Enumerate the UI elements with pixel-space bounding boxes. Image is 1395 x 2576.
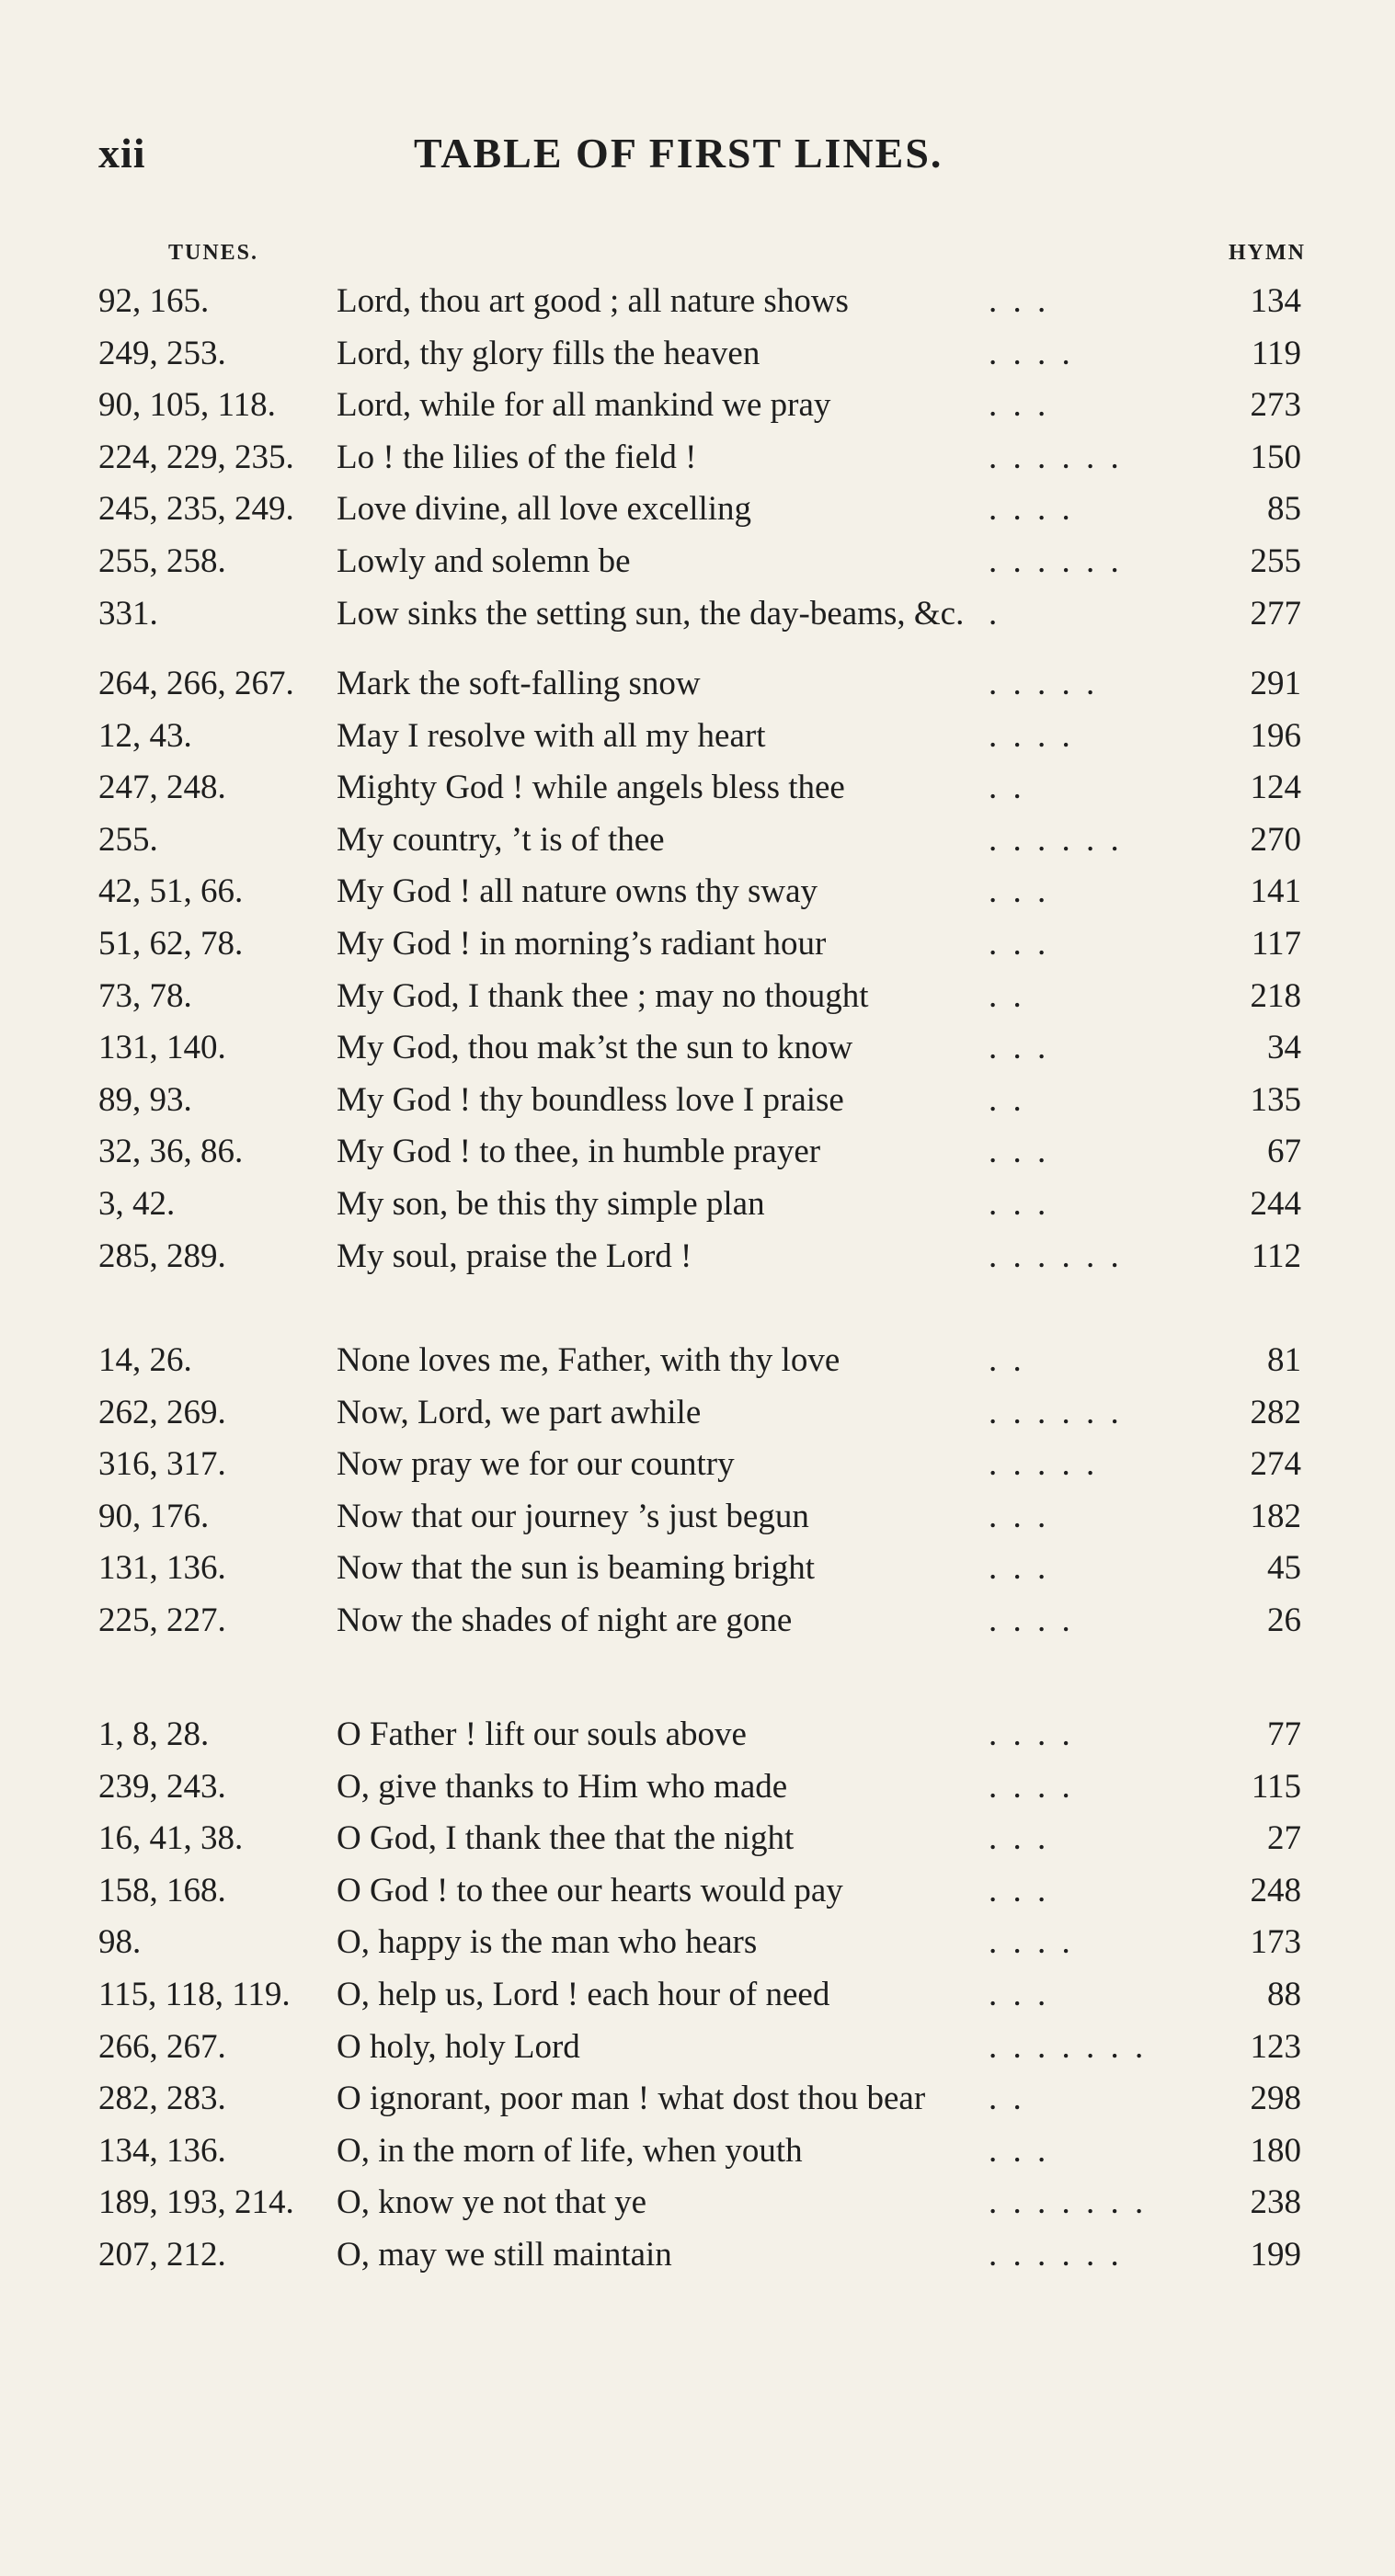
tune-numbers: 90, 176. [98, 1497, 210, 1535]
tune-numbers: 158, 168. [98, 1871, 226, 1909]
tune-numbers: 266, 267. [98, 2027, 226, 2066]
first-line: My God ! to thee, in humble prayer [337, 1133, 821, 1171]
table-row [0, 969, 1395, 1024]
table-row [0, 1915, 1395, 1970]
dot-leader: . . . [989, 1549, 1050, 1588]
table-row [0, 709, 1395, 764]
tune-numbers: 249, 253. [98, 334, 226, 372]
first-line: O, help us, Lord ! each hour of need [337, 1976, 830, 2013]
tune-numbers: 92, 165. [98, 282, 210, 320]
table-row [0, 326, 1395, 382]
tune-numbers: 239, 243. [98, 1767, 226, 1806]
first-line: O, give thanks to Him who made [337, 1767, 788, 1806]
dot-leader: . . [989, 2080, 1025, 2118]
table-row [0, 274, 1395, 329]
tune-numbers: 89, 93. [98, 1080, 192, 1119]
table-row [0, 1811, 1395, 1866]
tune-numbers: 1, 8, 28. [98, 1715, 210, 1753]
first-line: O ignorant, poor man ! what dost thou bear [337, 2080, 926, 2118]
page-title: TABLE OF FIRST LINES. [414, 130, 943, 177]
table-row [0, 1707, 1395, 1762]
dot-leader: . . . [989, 282, 1050, 320]
first-line: My soul, praise the Lord ! [337, 1237, 692, 1275]
hymn-number: 248 [1250, 1871, 1301, 1909]
table-row [0, 2228, 1395, 2283]
tune-numbers: 331. [98, 594, 158, 633]
table-row [0, 2020, 1395, 2075]
first-line: Now, Lord, we part awhile [337, 1393, 702, 1431]
hymn-number: 180 [1250, 2131, 1301, 2170]
dot-leader: . . . . [989, 1601, 1074, 1639]
dot-leader: . . . [989, 386, 1050, 425]
tune-numbers: 42, 51, 66. [98, 872, 244, 911]
table-row [0, 2175, 1395, 2230]
table-row [0, 2124, 1395, 2179]
first-line: My country, ’t is of thee [337, 820, 665, 859]
tune-numbers: 316, 317. [98, 1445, 226, 1484]
dot-leader: . . . [989, 1029, 1050, 1067]
tune-numbers: 189, 193, 214. [98, 2183, 294, 2222]
tune-numbers: 224, 229, 235. [98, 438, 294, 476]
first-line: Now the shades of night are gone [337, 1601, 793, 1639]
hymn-number: 124 [1250, 769, 1301, 807]
tune-numbers: 134, 136. [98, 2131, 226, 2170]
hymn-number: 238 [1250, 2183, 1301, 2222]
dot-leader: . . . [989, 925, 1050, 963]
hymn-number: 273 [1250, 386, 1301, 425]
hymn-number: 34 [1267, 1029, 1301, 1067]
table-row [0, 760, 1395, 815]
first-line: O, may we still maintain [337, 2236, 672, 2274]
dot-leader: . . . [989, 1871, 1050, 1909]
tune-numbers: 264, 266, 267. [98, 665, 294, 702]
first-line: O God ! to thee our hearts would pay [337, 1871, 843, 1909]
column-header-hymn: HYMN [1229, 241, 1306, 265]
first-line: My God ! thy boundless love I praise [337, 1080, 844, 1119]
tune-numbers: 131, 140. [98, 1029, 226, 1067]
dot-leader: . . [989, 769, 1025, 807]
dot-leader: . . . [989, 1819, 1050, 1858]
first-line: Now pray we for our country [337, 1445, 735, 1484]
table-row [0, 1020, 1395, 1076]
table-row [0, 378, 1395, 433]
hymn-number: 26 [1267, 1601, 1301, 1639]
hymn-number: 45 [1267, 1549, 1301, 1588]
tune-numbers: 255, 258. [98, 542, 226, 580]
hymn-number: 274 [1250, 1445, 1301, 1484]
table-row [0, 656, 1395, 712]
first-line: My God ! all nature owns thy sway [337, 872, 818, 911]
hymn-number: 141 [1250, 872, 1301, 911]
dot-leader: . [989, 594, 1001, 633]
hymn-number: 196 [1250, 716, 1301, 755]
first-line: My son, be this thy simple plan [337, 1185, 765, 1223]
dot-leader: . . . . [989, 1715, 1074, 1753]
first-line: My God, I thank thee ; may no thought [337, 976, 869, 1015]
hymn-number: 115 [1251, 1767, 1301, 1806]
table-row [0, 1489, 1395, 1544]
dot-leader: . . . . [989, 1767, 1074, 1806]
tune-numbers: 14, 26. [98, 1341, 192, 1379]
dot-leader: . . [989, 1080, 1025, 1119]
hymn-number: 270 [1250, 820, 1301, 859]
table-row [0, 482, 1395, 537]
first-line: My God ! in morning’s radiant hour [337, 925, 827, 963]
dot-leader: . . . . . . [989, 1237, 1123, 1275]
dot-leader: . . . . . [989, 1445, 1099, 1484]
hymn-number: 218 [1250, 976, 1301, 1015]
table-row [0, 1177, 1395, 1232]
hymn-number: 77 [1267, 1715, 1301, 1753]
first-line: Love divine, all love excelling [337, 490, 752, 529]
dot-leader: . . . . [989, 490, 1074, 529]
hymn-number: 117 [1251, 925, 1301, 963]
table-row [0, 1864, 1395, 1919]
first-line: Lo ! the lilies of the field ! [337, 438, 697, 476]
tune-numbers: 3, 42. [98, 1185, 176, 1223]
dot-leader: . . . . . . [989, 1393, 1123, 1431]
first-line: O, happy is the man who hears [337, 1923, 758, 1962]
first-line: Now that the sun is beaming bright [337, 1549, 815, 1588]
hymn-number: 119 [1251, 334, 1301, 372]
tune-numbers: 282, 283. [98, 2080, 226, 2118]
dot-leader: . . [989, 976, 1025, 1015]
dot-leader: . . . . . . . [989, 2027, 1148, 2066]
table-row [0, 917, 1395, 972]
table-row [0, 1385, 1395, 1441]
tune-numbers: 285, 289. [98, 1237, 226, 1275]
tune-numbers: 245, 235, 249. [98, 490, 294, 529]
hymn-number: 88 [1267, 1976, 1301, 2013]
tune-numbers: 247, 248. [98, 769, 226, 807]
dot-leader: . . . . . . [989, 820, 1123, 859]
tune-numbers: 32, 36, 86. [98, 1133, 244, 1171]
table-row [0, 1073, 1395, 1128]
page-number: xii [98, 130, 146, 177]
first-line: O, in the morn of life, when youth [337, 2131, 803, 2170]
dot-leader: . . . . . . [989, 438, 1123, 476]
hymn-number: 298 [1250, 2080, 1301, 2118]
table-row [0, 587, 1395, 642]
first-line: Low sinks the setting sun, the day-beams, &c. [337, 594, 965, 633]
table-row [0, 1541, 1395, 1596]
hymn-number: 199 [1250, 2236, 1301, 2274]
hymn-number: 67 [1267, 1133, 1301, 1171]
tune-numbers: 12, 43. [98, 716, 192, 755]
dot-leader: . . [989, 1341, 1025, 1379]
first-line: Lowly and solemn be [337, 542, 631, 580]
table-row [0, 430, 1395, 485]
table-row [0, 2071, 1395, 2126]
table-row [0, 813, 1395, 868]
hymn-number: 85 [1267, 490, 1301, 529]
hymn-number: 244 [1250, 1185, 1301, 1223]
hymn-number: 182 [1250, 1497, 1301, 1535]
dot-leader: . . . [989, 872, 1050, 911]
dot-leader: . . . . [989, 1923, 1074, 1962]
table-row [0, 1124, 1395, 1180]
dot-leader: . . . [989, 1976, 1050, 2013]
tune-numbers: 16, 41, 38. [98, 1819, 244, 1858]
tune-numbers: 98. [98, 1923, 142, 1962]
dot-leader: . . . . [989, 716, 1074, 755]
tune-numbers: 255. [98, 820, 158, 859]
tune-numbers: 73, 78. [98, 976, 192, 1015]
tune-numbers: 262, 269. [98, 1393, 226, 1431]
first-line: O Father ! lift our souls above [337, 1715, 747, 1753]
dot-leader: . . . . [989, 334, 1074, 372]
first-line: None loves me, Father, with thy love [337, 1341, 840, 1379]
first-line: Lord, while for all mankind we pray [337, 386, 831, 425]
first-line: O holy, holy Lord [337, 2027, 580, 2066]
dot-leader: . . . . . [989, 665, 1099, 702]
hymn-number: 81 [1267, 1341, 1301, 1379]
dot-leader: . . . [989, 1497, 1050, 1535]
dot-leader: . . . [989, 2131, 1050, 2170]
column-header-tunes: TUNES. [168, 241, 259, 265]
hymn-number: 277 [1250, 594, 1301, 633]
table-row [0, 1437, 1395, 1492]
hymn-number: 150 [1250, 438, 1301, 476]
first-line: Lord, thy glory fills the heaven [337, 334, 760, 372]
tune-numbers: 115, 118, 119. [98, 1976, 291, 2013]
tune-numbers: 207, 212. [98, 2236, 226, 2274]
dot-leader: . . . [989, 1185, 1050, 1223]
dot-leader: . . . . . . [989, 2236, 1123, 2274]
table-row [0, 534, 1395, 589]
hymn-number: 27 [1267, 1819, 1301, 1858]
table-row [0, 1967, 1395, 2023]
table-row [0, 1593, 1395, 1648]
hymn-number: 282 [1250, 1393, 1301, 1431]
first-line: Lord, thou art good ; all nature shows [337, 282, 849, 320]
tune-numbers: 51, 62, 78. [98, 925, 244, 963]
hymn-number: 173 [1250, 1923, 1301, 1962]
first-line: Mighty God ! while angels bless thee [337, 769, 845, 807]
tune-numbers: 90, 105, 118. [98, 386, 276, 425]
table-row [0, 1760, 1395, 1815]
dot-leader: . . . [989, 1133, 1050, 1171]
tune-numbers: 225, 227. [98, 1601, 226, 1639]
tune-numbers: 131, 136. [98, 1549, 226, 1588]
first-line: O, know ye not that ye [337, 2183, 647, 2222]
table-row [0, 1229, 1395, 1284]
hymn-number: 135 [1250, 1080, 1301, 1119]
first-line: Now that our journey ’s just begun [337, 1497, 809, 1535]
dot-leader: . . . . . . . [989, 2183, 1148, 2222]
hymn-number: 134 [1250, 282, 1301, 320]
first-line: May I resolve with all my heart [337, 716, 766, 755]
table-row [0, 864, 1395, 919]
hymn-number: 123 [1250, 2027, 1301, 2066]
hymn-number: 291 [1250, 665, 1301, 702]
hymn-number: 112 [1251, 1237, 1301, 1275]
first-line: Mark the soft-falling snow [337, 665, 701, 702]
first-line: O God, I thank thee that the night [337, 1819, 795, 1858]
hymn-number: 255 [1250, 542, 1301, 580]
first-line: My God, thou mak’st the sun to know [337, 1029, 853, 1067]
dot-leader: . . . . . . [989, 542, 1123, 580]
table-row [0, 1333, 1395, 1388]
